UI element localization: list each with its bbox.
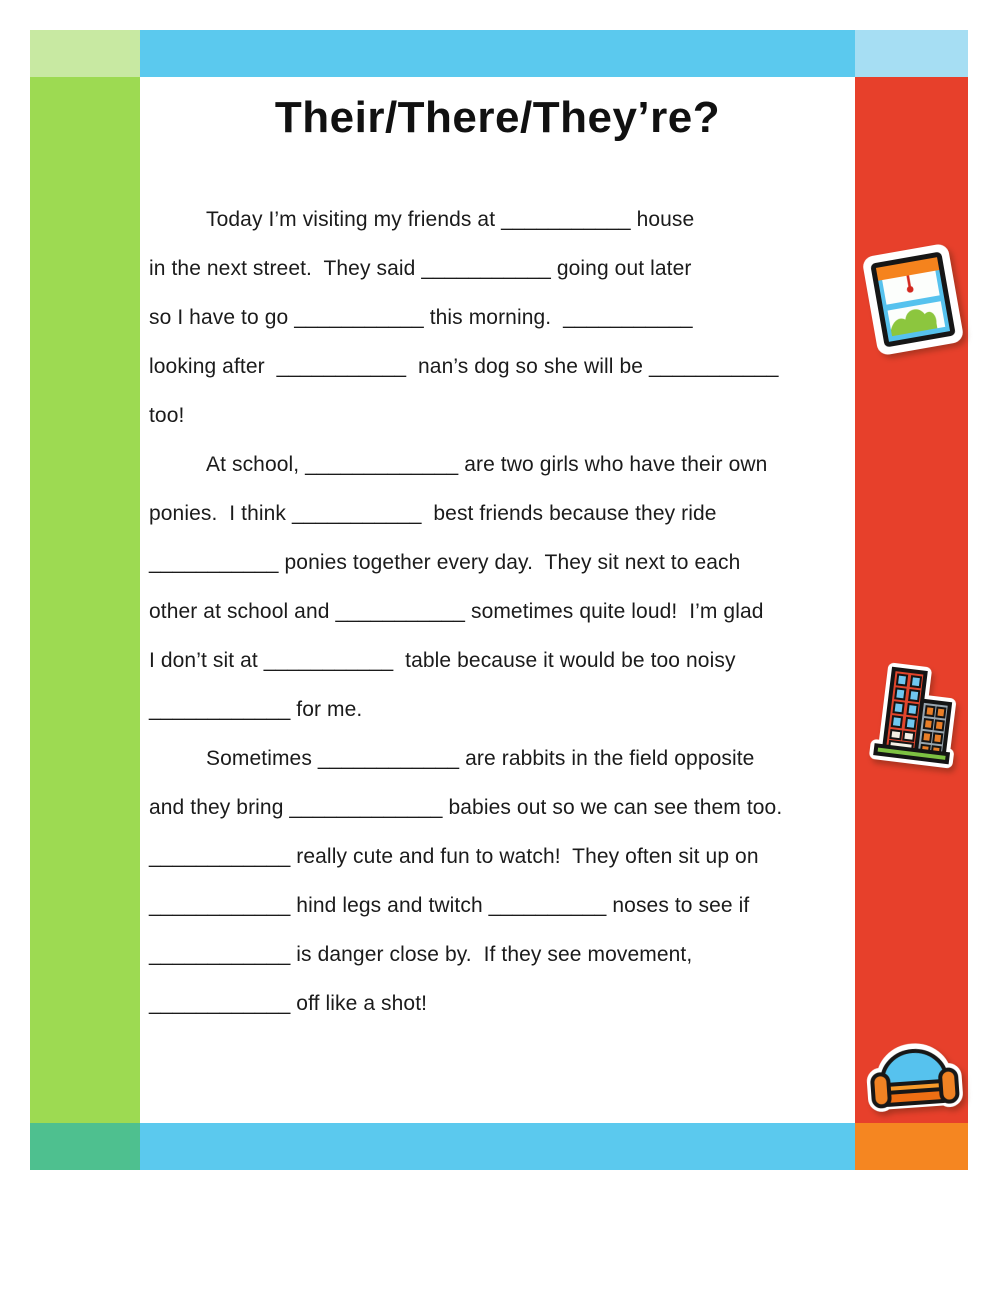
frame-left-border bbox=[30, 77, 140, 1123]
worksheet-line: ponies. I think ___________ best friends because they ride bbox=[149, 502, 717, 525]
buildings-icon bbox=[868, 661, 964, 774]
worksheet-line: ___________ ponies together every day. They sit next to each bbox=[149, 551, 741, 574]
worksheet-line: ____________ is danger close by. If they see movement, bbox=[149, 943, 693, 966]
worksheet-line: At school, _____________ are two girls who have their own bbox=[206, 453, 768, 476]
worksheet-line: other at school and ___________ sometimes quite loud! I’m glad bbox=[149, 600, 764, 623]
worksheet-line: too! bbox=[149, 404, 185, 427]
couch-icon bbox=[863, 1033, 964, 1118]
frame-right-border bbox=[855, 77, 968, 1123]
worksheet-line: looking after ___________ nan’s dog so she will be ___________ bbox=[149, 355, 779, 378]
window-icon bbox=[860, 241, 967, 358]
worksheet-line: ____________ for me. bbox=[149, 698, 363, 721]
worksheet-line: so I have to go ___________ this morning. ___________ bbox=[149, 306, 693, 329]
frame-corner-bottom-left bbox=[30, 1123, 140, 1170]
worksheet-line: ____________ really cute and fun to watch! They often sit up on bbox=[149, 845, 759, 868]
frame-bottom-border bbox=[140, 1123, 855, 1170]
worksheet-content bbox=[140, 77, 855, 1123]
worksheet-line: Sometimes ____________ are rabbits in the field opposite bbox=[206, 747, 755, 770]
worksheet-line: ____________ hind legs and twitch __________ noses to see if bbox=[149, 894, 750, 917]
worksheet-text bbox=[140, 195, 855, 1028]
frame-top-border bbox=[140, 30, 855, 77]
frame-corner-top-left bbox=[30, 30, 140, 77]
worksheet-line: and they bring _____________ babies out so we can see them too. bbox=[149, 796, 783, 819]
frame-corner-bottom-right bbox=[855, 1123, 968, 1170]
frame-corner-top-right bbox=[855, 30, 968, 77]
worksheet-line: I don’t sit at ___________ table because it would be too noisy bbox=[149, 649, 736, 672]
worksheet-line: Today I’m visiting my friends at ___________ house bbox=[206, 208, 695, 231]
worksheet-title: Their/There/They’re? bbox=[274, 93, 721, 142]
worksheet-line: ____________ off like a shot! bbox=[149, 992, 428, 1015]
worksheet-line: in the next street. They said ___________ going out later bbox=[149, 257, 692, 280]
